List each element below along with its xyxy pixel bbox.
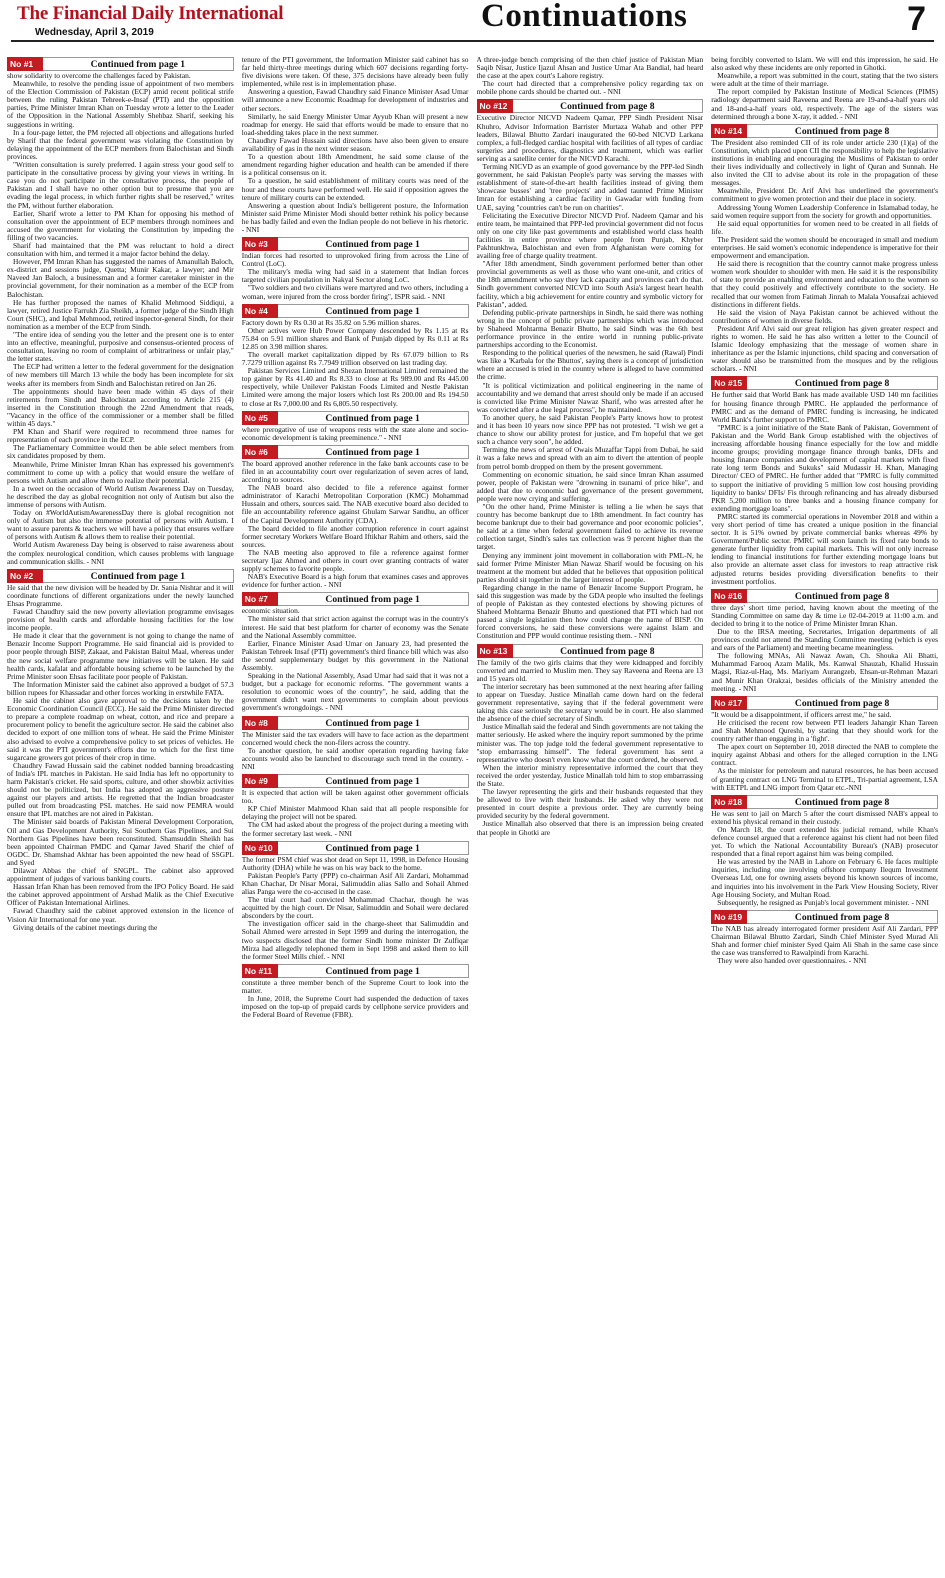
story-continued-label: Continued from page 1 [278, 964, 469, 978]
story-paragraph: Addressing Young Women Leadership Conference in Islamabad today, he said women require support from the society for growth and opportunities. [711, 202, 938, 220]
story-paragraph: Answering a question about India's belligerent posture, the Information Minister said Prime Minister Modi should better rethink his policy because he has badly failed and even the Indian people do not believe in his rhetoric. - NNI [241, 200, 469, 234]
story [242, 716, 469, 771]
story-continued-label: Continued from page 8 [513, 644, 704, 658]
story [711, 376, 938, 585]
story-continued-label: Continued from page 8 [747, 376, 938, 390]
story-paragraph: The overall market capitalization dipped by Rs 67.079 billion to Rs 7.7279 trillion against Rs 7.7949 trillion observed on last trading day. [241, 350, 469, 368]
story-paragraph: Speaking in the National Assembly, Asad Umar had said that it was not a budget, but a package for economic reforms. "The government wants a resolution to economic woes of the country", he said, adding that the government didn't want next governments to complain about previous government's wrongdoings. - NNI [241, 671, 469, 713]
story-paragraph: The former PSM chief was shot dead on Sept 11, 1998, in Defence Housing Authority (DHA) while he was on his way back to the home. [241, 854, 469, 872]
story-header [242, 445, 469, 459]
story-paragraph: The trial court had convicted Mohammad Chachar, though he was acquitted by the high court. Dr Nisar, Salimuddin and Sohail were declared absconders by the court. [241, 895, 469, 921]
story-paragraph: The President also reminded CII of its role under article 230 (1)(a) of the Constitution, which placed upon CII the responsibility to help the legislative institutions in enabling and encouraging the Muslims of Pakistan to order their lives individually and collectively in light of Quran and Sunnah. He also invited the CII to advise about its role in the propagation of these messages. [711, 137, 938, 188]
story-paragraph: tenure of the PTI government, the Information Minister said cabinet has so far held thirty-three meetings during which 607 decisions regarding forty-five divisions were taken. Of these, 375 decisions have already been fully implemented, while rest is in implementation phase. [241, 56, 469, 89]
story-paragraph: Meanwhile, Prime Minister Imran Khan has expressed his government's commitment to come up with a policy that would ensure the welfare of persons with Autism and allow them to realize their potential. [7, 459, 234, 485]
story-paragraph: The minister said that strict action against the corrupt was in the country's interest. He said that best platform for charter of economy was the Senate and the National Assembly committee. [241, 614, 469, 640]
story-header [242, 237, 469, 251]
story-number-badge: No #16 [711, 589, 747, 603]
column-2 [242, 56, 469, 1578]
story-paragraph: Meanwhile, a report was submitted in the court, stating that the two sisters were adult at the time of their marriage. [711, 71, 938, 89]
story-paragraph: To a question, he said establishment of military courts was need of the hour and these courts have performed well. He said if opposition agrees the tenure of military courts can be extended. [241, 176, 469, 202]
story [242, 237, 469, 301]
story-paragraph: Giving details of the cabinet meetings during the [13, 922, 158, 932]
story-paragraph: He further said that World Bank has made available USD 140 mn facilities for housing finance through PMRC. He applauded the performance of PMRC and as the demand of PMRC funding is increasing, he indicated World Bank's further support to PMRC. [711, 390, 938, 424]
story-paragraph: Meanwhile, President Dr. Arif Alvi has underlined the government's commitment to give women protection and their due place in society. [711, 186, 938, 204]
story-paragraph: Defending public-private partnerships in Sindh, he said there was nothing wrong in the concept of public private partnerships which was introduced by Shaheed Mohtarma Benazir Bhutto, he said Sindh was the 6th best performance province in the entire world in running public-private partnerships according to the Economist. [476, 307, 704, 350]
story-paragraph: The board decided to file another corruption reference in court against former secretary Workers Welfare Board Iftikhar Rahim and others, said the sources. [241, 523, 469, 549]
story-header [242, 304, 469, 318]
story-paragraph: The Information Minister said the cabinet also approved a budget of 57.3 billion rupees for Khassadar and other forces working in erstwhile FATA. [7, 679, 234, 697]
story-paragraph: To another query, he said Pakistan People's Party knows how to protest and it has been 10 years now since PPP has not protested. "I wish we get a chance to show our ability protest for justice, and I'm hopeful that we get such a chance very soon", he added. [476, 412, 704, 447]
page-number: 7 [907, 0, 926, 38]
story-continued-label: Continued from page 8 [747, 795, 938, 809]
story-paragraph: The investigation officer said in the charge-sheet that Salimuddin and Sohail Ahmed were arrested in Sept 1999 and during the interrogation, the two suspects disclosed that the former Sindh home minister Dr Zulfiqar Mirza had allegedly telephoned them in Sept 1998 and asked them to kill the former Steel Mills chief. - NNI [241, 919, 469, 961]
story [7, 569, 234, 932]
story-header [242, 774, 469, 788]
story [7, 57, 234, 566]
story-paragraph: He said there is recognition that the country cannot make progress unless women work shoulder to shoulder with men. He said it is the responsibility of state to provide an enabling environment and education to the women so that they could positively and effectively contribute to the society. He recalled that our women from Fatimah Jinnah to Malala Yousafzai achieved distinctions in different fields. [711, 259, 938, 309]
story-paragraph: "PMRC is a joint initiative of the State Bank of Pakistan, Government of Pakistan and the World Bank Group established with the objectives of increasing affordable housing finance especially for the low and middle income groups; providing mortgage finance through banks, DFIs and housing finance companies and development of capital markets with fixed rate long term Bonds and Sukuks" said Mudassir H. Khan, Managing Director/ CEO of PMRC. He further added that "PMRC is fully committed to support the initiative of providing 5 million low cost housing providing liquidity to banks/ DFIs/ Fis through refinancing and has already disbursed PKR 5,200 million to three banks and a housing finance company for extending mortgage loans". [711, 422, 938, 513]
story-continued-label: Continued from page 1 [278, 237, 469, 251]
story-paragraph: In a four-page letter, the PM rejected all objections and allegations hurled by Sharif that the federal government was violating the Constitution by delaying the appointment of the ECP members from Balochistan and Sindh provinces. [7, 127, 234, 161]
story-paragraph: Pakistan People's Party (PPP) co-chairman Asif Ali Zardari, Mohammad Khan Chachar, Dr Nisar Morai, Salimuddin alias Sallo and Sohail Ahmed alias Panga were the co-accused in the case. [241, 870, 469, 896]
story-paragraph: In a tweet on the occasion of World Autism Awareness Day on Tuesday, he described the day as global recognition not only of Autism but also the immense of persons with Autism. [7, 483, 234, 509]
story-number-badge: No #2 [7, 569, 43, 583]
story-continued-label: Continued from page 8 [513, 99, 704, 113]
story-number-badge: No #9 [242, 774, 278, 788]
story-paragraph: Today on #WorldAutismAwarenessDay there is global recognition not only of Autism but also the immense potential of persons with Autism. I want to assure parents & teachers we will have a policy that ensures welfare of persons with Autism & allows them to realise their potential. [7, 508, 234, 542]
story-paragraph: The NAB has already interrogated former president Asif Ali Zardari, PPP Chairman Bilawal Bhutto Zardari, Sindh Chief Minister Syed Murad Ali Shah and former chief minister Syed Qaim Ali Shah in the same case since the case was transferred to Rawalpindi from Karachi. [711, 923, 938, 958]
story-header [711, 795, 938, 809]
story-paragraph: The family of the two girls claims that they were kidnapped and forcibly converted and married to Muslim men. They say Raveena and Reena are 13 and 15 years old. [476, 657, 704, 683]
story-continued-label: Continued from page 1 [43, 57, 234, 71]
story-continued-label: Continued from page 8 [747, 910, 938, 924]
story-continued-label: Continued from page 1 [278, 304, 469, 318]
story-paragraph: In June, 2018, the Supreme Court had suspended the deduction of taxes imposed on the top-up of prepaid cards by cellphone service providers and the Federal Board of Revenue (FBR). [241, 994, 469, 1020]
story-number-badge: No #18 [711, 795, 747, 809]
story-paragraph: constitute a three member bench of the Supreme Court to look into the matter. [241, 977, 469, 995]
story-paragraph: Indian forces had resorted to unprovoked firing from across the Line of Control (LoC). [241, 251, 469, 269]
story-paragraph: The President said the women should be encouraged in small and medium enterprises. He said women's economic independence is imperative for their empowerment and emancipation. [711, 234, 938, 261]
story-number-badge: No #11 [242, 964, 278, 978]
story-paragraph: The military's media wing had said in a statement that Indian forces targeted civilian population in Nakyal Sector along LoC. [241, 267, 469, 285]
story-paragraph: To another question, he said another operation regarding having fake accounts would also be launched to discourage such trend in the country. - NNI [241, 745, 469, 771]
story-header [7, 57, 234, 71]
story-paragraph: He criticised the recent row between PTI leaders Jahangir Khan Tareen and Shah Mehmood Qureshi, by stating that they should work for the country rather than engaging in a 'fight'. [711, 717, 938, 744]
story-paragraph: Chaudhry Fawad Hussain said the cabinet nodded banning broadcasting of India's IPL matches in Pakistan. He said India has left no opportunity to harm Pakistan's cricket. He said sports, culture, and other showbiz activities should not be politicized, but India has adopted an aggressive posture against our players and artists. He regretted that the Indian broadcaster pulled out from broadcasting PSL matches. He said now PEMRA would ensure that IPL matches are not aired in Pakistan. [7, 760, 234, 819]
story-header [242, 592, 469, 606]
story-paragraph: The following MNAs, Ali Nawaz Awan, Ch. Shouka Ali Bhatti, Muhammad Farooq Azam Malik, Ms. Kanwal Shauzab, Khalid Hussain Magsi, Riaz-ul-Haq, Ms. Mariyam Aurangzeb, Ehsan-ur-Rehman Mazari and Munir Khan Orakzai, besides officials of the Ministry attended the meeting. - NNI [711, 651, 938, 693]
story-continued-label: Continued from page 1 [278, 716, 469, 730]
story-continued-label: Continued from page 8 [747, 124, 938, 138]
story-number-badge: No #1 [7, 57, 43, 71]
story [711, 56, 938, 121]
paper-name: The Financial Daily International [17, 3, 284, 24]
story [242, 56, 469, 234]
story-paragraph: where prerogative of use of weapons rests with the state alone and socio-economic development is taking preeminence." - NNI [241, 424, 469, 442]
story-paragraph: He said the vision of Naya Pakistan cannot be achieved without the contributions of women in diverse fields. [711, 307, 938, 325]
story-header [477, 99, 704, 113]
story-paragraph: The ECP had written a letter to the federal government for the designation of new members till March 13 while the body has been incomplete for six weeks after its members from Sindh and Balochistan retired on Jan 26. [7, 362, 234, 388]
story-header [711, 696, 938, 710]
story-paragraph: Regarding change in the name of Benazir Income Support Program, he said this suggestion was made by the GDA people who insulted the feelings of people of Pakistan as they contested elections by showing pictures of Shaheed Mohtarma Benazir Bhutto and questioned that PTI which had not passed a single legislation then how could change the name of BISP. On forced conversions, he said these conversions were against Islam and Constitution and PPP would continue resisting them. - NNI [476, 582, 704, 641]
story-paragraph: He made it clear that the government is not going to change the name of Benazir Income Support Programme. He said financial aid is provided to poor people through BISP, Zakaat, and Pakistan Baitul Maal, whereas under the new social welfare programme new initiatives will be taken. He said health cards, kafalat and affordable housing scheme to be launched by the Prime Minister soon Ehsas facilitate poor people of Pakistan. [7, 631, 234, 681]
story-paragraph: However, PM Imran Khan has suggested the names of Amanullah Baloch, ex-district and sessions judge, Quetta; Munir Kakar, a lawyer; and Mir Naveed Jan Baloch, a businessman and a former caretaker minister in the provincial government, for their nomination as a member of the ECP from Balochistan. [7, 257, 234, 299]
story-paragraph: "It is political victimization and political engineering in the name of accountability and we demand that arrest should only be made if an accused is convicted like Prime Minister Nawaz Sharif, who was arrested after he was convicted after a due legal process", he maintained. [476, 380, 704, 414]
story-paragraph: "On the other hand, Prime Minister is telling a lie when he says that country has become bankrupt due to 18th amendment. In fact country has become bankrupt due to their bad governance and poor economic policies", he said at a time when federal government failed to achieve its revenue collection target, Sindh's sales tax collection was 9 percent higher than the target. [476, 501, 704, 552]
story-continued-label: Continued from page 1 [278, 411, 469, 425]
story-paragraph: Fawad Chaudhry said the new poverty alleviation programme envisages provision of health cards and affordable housing facilities for the low income people. [7, 607, 234, 633]
story-paragraph: Answering a question, Fawad Chaudhry said Finance Minister Asad Umar will announce a new Economic Roadmap for development of industries and other sectors. [241, 87, 469, 113]
story-number-badge: No #14 [711, 124, 747, 138]
story-paragraph: Terming NICVD as an example of good governance by the PPP-led Sindh government, he said Pakistan People's party was serving the masses with establishment of state-of-the-art health facilities instead of giving them 'showcase busses' and 'tree projects' and added taunted Prime Minister Imran for establishing a cardiac facility in Gawadar with funding from UAE, saying "countries can't be run on charities". [476, 162, 704, 212]
story-paragraph: He said that the new division will be headed by Dr. Sania Nishtar and it will coordinate functions of different organizations under the newly launched Ehsas Programme. [7, 582, 234, 608]
story-paragraph: The Minister said boards of Pakistan Mineral Development Corporation, Oil and Gas Development Authority, Sui Southern Gas Pipelines, and Sui Northern Gas Pipelines have been reconstituted. Shamsuddin Sheikh has been appointed Chairman PMDC and Qamar Javed Sharif the chief of OGDC. Dr. Shamshad Akhtar has been appointed the new head of SSGPL and Syed [7, 817, 234, 867]
story-paragraph: "Written consultation is surely preferred. I again stress your good self to participate in the consultative process by giving your views in writing. In case you do not participate in the consultative process, the people of Pakistan and I shall have no other option but to presume that you are evading the legal process, in which further rights shall be reserved," writes the PM, without further elaboration. [7, 160, 234, 210]
story-paragraph: Fawad Chaudhry said the cabinet approved extension in the licence of Vision Air International for one year. [7, 906, 234, 924]
story [242, 445, 469, 590]
story-paragraph: show solidarity to overcome the challenges faced by Pakistan. [7, 71, 191, 80]
story-paragraph: KP Chief Minister Mahmood Khan said that all people responsible for delaying the project will not be spared. [241, 804, 469, 822]
story-paragraph: The NAB meeting also approved to file a reference against former secretary Ijaz Ahmed and others in court over granting contracts of water supply schemes to favorite people. [241, 547, 469, 574]
story-paragraph: A three-judge bench comprising of the then chief justice of Pakistan Mian Saqib Nisar, Justice Ijazul Ahsan and Justice Umar Ata Bandial, had heard the case at the apex court's Lahore registry. [476, 56, 704, 81]
story-paragraph: Meanwhile, to resolve the pending issue of appointment of two members of the Election Commission of Pakistan (ECP) amid recent political strife between the ruling Pakistan Tehreek-e-Insaf (PTI) and the opposition parties, Prime Minister Imran Khan on Tuesday wrote a letter to the Leader of the Opposition in the National Assembly Shehbaz Sharif, seeking his suggestions in writing. [7, 79, 234, 129]
story-paragraph: Felicitating the Executive Director NICVD Prof. Nadeem Qamar and his entire team, he maintained that PPP-led provincial government did not focus only on one city like past governments and established world class health facilities in entire province where people from Punjab, Khyber Pakhtunkhwa, Balochistan and even from Afghanistan were coming for availing free of charge quality treatment. [476, 210, 704, 261]
story-paragraph: He has further proposed the names of Khalid Mehmood Siddiqui, a lawyer, retired Justice Farrukh Zia Sheikh, a former judge of the Sindh High Court (SHC), and Iqbal Mehmood, retired inspector-general Sindh, for their nomination as a member of the ECP from Sindh. [7, 297, 234, 331]
story-paragraph: As the minister for petroleum and natural resources, he has been accused of granting contract on LNG Terminal to ETPL, Tri-partial agreement, LSA with EETPL and LNG import from Qatar etc.-NNI [711, 766, 938, 792]
story [477, 99, 704, 640]
story-paragraph: Due to the IRSA meeting, Secretaries, Irrigation departments of all provinces could not attend the Standing Committee meeting (which is eyes and ears of the Parliament) and meeting became meaningless. [711, 627, 938, 653]
story-paragraph: "Two soldiers and two civilians were martyred and two others, including a woman, were injured from the cross border firing", ISPR said. - NNI [241, 283, 469, 301]
story-paragraph: PM Khan and Sharif were required to recommend three names for representation of each province in the ECP. [7, 427, 234, 445]
column-3 [477, 56, 704, 1578]
story-paragraph: Chaudhry Fawad Hussain said directions have also been given to ensure availability of gas in the next winter season. [241, 135, 469, 154]
story-paragraph: World Autism Awareness Day being is observed to raise awareness about the complex neurological condition, which causes problems with language and communication skills. - NNI [7, 540, 234, 566]
story-continued-label: Continued from page 1 [278, 592, 469, 606]
story-paragraph: "The entire idea of sending you the letter and the present one is to enter into an effective, meaningful, purposive and consensus-oriented process of consultation, leaving no room of complaint of arbitrariness or unfair play," the letter states. [7, 330, 234, 364]
story-paragraph: economic situation. [241, 606, 300, 616]
story-paragraph: The appointments should have been made within 45 days of their retirements from Sindh and Balochistan according to Article 215 (4) inserted in the Constitution through the 22nd Amendment that reads, "Vacancy in the office of the commissioner or a member shall be filled within 45 days." [7, 386, 234, 429]
story-paragraph: Executive Director NICVD Nadeem Qamar, PPP Sindh President Nisar Khuhro, Advisor Information Barrister Murtaza Wahab and other PPP leaders, Bilawal Bhutto Zardari inaugurated the 60-bed NICVD Larkana complex, a full-fledged cardiac hospital with facilities of all types of cardiac surgeries and procedures, diagnostics and treatment, which was earlier serving as a satellite center for the NICVD Karachi. [476, 113, 704, 163]
story-continued-label: Continued from page 1 [278, 774, 469, 788]
story-paragraph: The apex court on September 10, 2018 directed the NAB to complete the inquiry against Abbasi and others for the alleged corruption in the LNG contract. [711, 742, 938, 768]
masthead [11, 0, 934, 42]
story [711, 124, 938, 374]
story-paragraph: Commenting on economic situation, he said since Imran Khan assumed power, people of Pakistan were "drowning in tsunami of price hike", and added that due to economic bad governance of the present government, people were now crying and suffering. [476, 469, 704, 503]
story [242, 774, 469, 838]
story-paragraph: Justice Minallah said the federal and Sindh governments are not taking the matter seriously. He asked where the inquiry report summoned by the prime minister was. The top judge told the federal government representative to "stop embarrassing himself". The federal government has sent a representative who doesn't even know what the court ordered, he observed. [476, 722, 704, 764]
story-paragraph: "It would be a disappointment, if officers arrest me," he said. [711, 709, 892, 719]
column-1 [7, 56, 234, 1578]
story-paragraph: Factory down by Rs 0.30 at Rs 35.82 on 5.96 million shares. [241, 317, 421, 327]
story-paragraph: The report compiled by Pakistan Institute of Medical Sciences (PIMS) radiology department said Raveena and Reena are 19-and-a-half years old and 18-and-a-half years old, respectively. The age of the sisters was determined through a bone X-ray, it added. - NNI [711, 87, 938, 121]
story-paragraph: He said the cabinet also gave approval to the decisions taken by the Economic Coordination Council (ECC). He said the Prime Minister directed to prepare a complete roadmap on wheat, cotton, and rice and prepare a procurement policy to benefit the agriculture sector. He said the cabinet also decided to export of one million tons of wheat. He said the Prime Minister also advised to evolve a comprehensive policy to set prices of vehicles. He said it was the PTI government's efforts due to which for the first time sugarcane growers got prices of their crop in time. [7, 696, 234, 762]
story [477, 644, 704, 837]
story-paragraph: three days' short time period, having known about the meeting of the Standing Committee on same day & time i.e 02-04-2019 at 11:00 a.m. and decided to bring it to the notice of Prime Minister Imran Khan. [711, 602, 938, 628]
story-paragraph: The court had directed that a comprehensive policy regarding tax on mobile phone cards should be charted out. - NNI [476, 79, 704, 97]
story-paragraph: The CM had asked about the progress of the project during a meeting with the former secretary last week. - NNI [241, 820, 469, 838]
story-paragraph: To a question about 18th Amendment, he said some clause of the amendment regarding higher education and health can be amended if there is a political consensus on it. [241, 152, 469, 178]
story-paragraph: Sharif had maintained that the PM was reluctant to hold a direct consultation with him, and termed it a major factor behind the delay. [7, 240, 234, 259]
story-paragraph: Earlier, Sharif wrote a letter to PM Khan for opposing his method of consultation over the appointment of ECP members through nominees and accused the government for violating the Constitution by impeding the filling of two vacancies. [7, 208, 234, 242]
story [477, 56, 704, 96]
story [242, 841, 469, 961]
story-continued-label: Continued from page 1 [43, 569, 234, 583]
story-continued-label: Continued from page 1 [278, 445, 469, 459]
story-number-badge: No #3 [242, 237, 278, 251]
story-paragraph: Responding to the political queries of the newsmen, he said (Rawal) Pindi was like a 'Karbala for the Bhuttos', saying there is a concept of jurisdiction where an accused is tried in the country where is alleged to have committed the crime. [476, 348, 704, 382]
story-paragraph: Similarly, he said Energy Minister Umar Ayyub Khan will present a new roadmap for energy. He said that efforts would be made to ensure that no load-shedding takes place in the next summer. [241, 111, 469, 137]
story-paragraph: The Parliamentary Committee would then be able select members from six candidates proposed by them. [7, 443, 234, 461]
story-number-badge: No #10 [242, 841, 278, 855]
story-paragraph: President Arif Alvi said our great religion has given greater respect and rights to women. He said he has also written a letter to the Council of Islamic Ideology emphasizing that the message of women share in inheritance as per the Islamic injunctions, child spacing and conversation of water should also be transmitted from the mosques and by the religious scholars. - NNI [711, 323, 938, 374]
story [242, 592, 469, 712]
story-header [242, 841, 469, 855]
story-continued-label: Continued from page 1 [278, 841, 469, 855]
story-header [242, 716, 469, 730]
story-header [711, 376, 938, 390]
column-4 [711, 56, 938, 1578]
story-header [477, 644, 704, 658]
story-paragraph: It is expected that action will be taken against other government officials too. [241, 788, 469, 806]
story-paragraph: Pakistan Services Limited and Shezan International Limited remained the top gainer by Rs 41.40 and Rs 8.33 to close at Rs 989.00 and Rs 445.00 respectively, while Unilever Pakistan Foods Limited and Nestle Pakistan Limited were among the major losers which lost Rs 200.00 and Rs 194.50 to close at Rs 7,000.00 and Rs 6,805.50 respectively. [241, 366, 469, 408]
story-header [242, 964, 469, 978]
story-paragraph: Subsequently, he resigned as Punjab's local government minister. - NNI [717, 897, 929, 907]
story-header [711, 124, 938, 138]
story-number-badge: No #19 [711, 910, 747, 924]
section-title: Continuations [481, 0, 688, 34]
story-paragraph: NAB's Executive Board is a high forum that examines cases and approves evidence for further action. - NNI [241, 572, 469, 590]
story-number-badge: No #7 [242, 592, 278, 606]
story-header [711, 589, 938, 603]
story-paragraph: He said equal opportunities for women need to be created in all fields of life. [711, 218, 938, 236]
story [711, 696, 938, 792]
story-paragraph: being forcibly converted to Islam. We will end this impression, he said. He also asked why these incidents are only reported in Ghotki. [711, 56, 938, 73]
story-number-badge: No #12 [477, 99, 513, 113]
story-continued-label: Continued from page 8 [747, 696, 938, 710]
story-paragraph: Other actives were Hub Power Company descended by Rs 1.15 at Rs 75.84 on 5.91 million shares and Bank of Punjab dipped by Rs 0.11 at Rs 12.85 on 3.98 million shares. [241, 325, 469, 351]
story-paragraph: The NAB board also decided to file a reference against former administrator of Karachi Metropolitan Corporation (KMC) Mohammad Hussain and others, sources said. The NAB executive board also decided to file an accountability reference against Ghulam Sarwar Sandhu, an officer of the Capital Development Authority (CDA). [241, 483, 469, 525]
story-number-badge: No #5 [242, 411, 278, 425]
story-paragraph: On March 18, the court extended his judicial remand, while Khan's defence counsel argued that a reference against his client had not been filed yet. To which the National Accountability Bureau's (NAB) prosecutor responded that a final report against him was being compiled. [711, 824, 938, 859]
story-paragraph: "After 18th amendment, Sindh government performed better than other provincial governments as well as those who want one-unit, and critics of the 18th amendment who say they lack capacity and provinces can't do that. Sindh government converted NICVD into South Asia's largest heart health facility, which a big achievement for entire country and symbolic victory for Pakistan", added. [476, 259, 704, 309]
story-paragraph: Denying any imminent joint movement in collaboration with PML-N, he said former Prime Minister Mian Nawaz Sharif would be focusing on his treatment at the moment but added that he believes that opposition political parties should sit together in the larger interest of people. [476, 550, 704, 584]
story [242, 304, 469, 408]
story-paragraph: Terming the news of arrest of Owais Muzaffar Tappi from Dubai, he said it was a fake news and spread with an aim to divert the attention of people from petrol bomb dropped on them by the present government. [476, 445, 704, 471]
story-number-badge: No #15 [711, 376, 747, 390]
story-paragraph: When the interior ministry representative informed the court that they received the order yesterday, Justice Minallah told him to stop embarrassing the State. [476, 762, 704, 788]
story-number-badge: No #13 [477, 644, 513, 658]
story-header [7, 569, 234, 583]
story [711, 910, 938, 965]
story-number-badge: No #6 [242, 445, 278, 459]
story-paragraph: Justice Minallah also observed that there is an impression being created that people in Ghotki are [476, 819, 704, 837]
story-header [711, 910, 938, 924]
story [711, 795, 938, 907]
story-paragraph: Hassan Irfan Khan has been removed from the IPO Policy Board. He said the cabinet approved appointment of Arshad Malik as the Chief Executive Officer of Pakistan International Airlines. [7, 882, 234, 908]
story-continued-label: Continued from page 8 [747, 589, 938, 603]
story-paragraph: The interior secretary has been summoned at the next hearing after failing to appear on Tuesday. Justice Minallah came down hard on the federal government representative, saying that if the federal government were taking this case seriously the secretary would be in court. He also slammed the absence of the chief secretary of Sindh. [476, 681, 704, 724]
story-paragraph: He was arrested by the NAB in Lahore on February 6. He faces multiple inquiries, including one involving offshore company Ilequm Investment Overseas Ltd, one for owning assets beyond his known sources of income, and inquiries into his involvement in the Park View Housing Society, River Age Housing Society, and Multan Road. [711, 857, 938, 899]
story-paragraph: The Minister said the tax evaders will have to face action as the department concerned would check the non-filers across the country. [241, 729, 469, 747]
story-paragraph: He was sent to jail on March 5 after the court dismissed NAB's appeal to extend his physical remand in their custody. [711, 808, 938, 826]
story-paragraph: Earlier, Finance Minister Asad Umar on January 23, had presented the Pakistan Tehreek Insaf (PTI) government's third finance bill which was also the second supplementary budget by this government in the National Assembly. [241, 638, 469, 672]
story-header [242, 411, 469, 425]
story-number-badge: No #17 [711, 696, 747, 710]
story-paragraph: The lawyer representing the girls and their husbands requested that they be allowed to live with their husbands. He asked why they were not presented in court despite a previous order. They are currently being provided security by the federal government. [476, 787, 704, 821]
story-number-badge: No #8 [242, 716, 278, 730]
issue-date: Wednesday, April 3, 2019 [35, 27, 154, 38]
story [242, 411, 469, 442]
story-paragraph: They were also handed over questionnaires. - NNI [717, 956, 867, 966]
story-paragraph: The board approved another reference in the fake bank accounts case to be filed in an accountability court over regularization of seven acres of land, according to sources. [241, 458, 469, 485]
story-number-badge: No #4 [242, 304, 278, 318]
story-paragraph: Dilawar Abbas the chief of SNGPL. The cabinet also approved appointment of judges of various banking courts. [7, 866, 234, 884]
columns [7, 42, 938, 1578]
story [242, 964, 469, 1019]
story-paragraph: PMRC started its commercial operations in November 2018 and within a very short period of time has created a unique position in the financial sector. It is 51% owned by private commercial banks whereas 49% by Government/Public sector. PMRC will soon launch its fixed rate bonds to generate further liquidity from capital markets. This will not only increase lending to financial institutions for further extending mortgage loans but also provide an alternate asset class for investors to reap attractive risk adjusted returns besides providing diversification benefits to their investment portfolios. [711, 511, 938, 586]
story [711, 589, 938, 693]
